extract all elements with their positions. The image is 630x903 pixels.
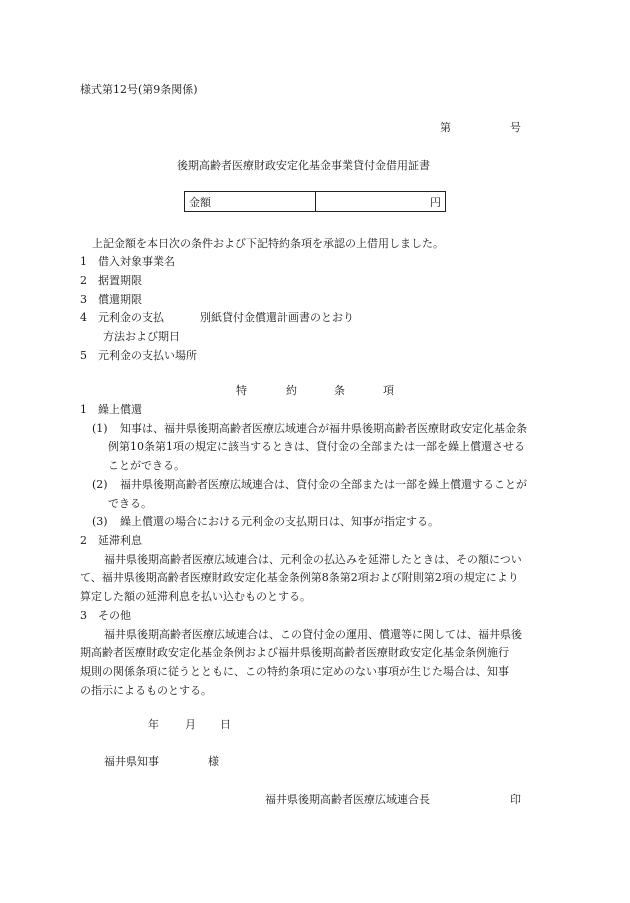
clause-text: 福井県後期高齢者医療広域連合は、元利金の払込みを延滞したときは、その額につい — [104, 553, 522, 566]
addressee-honorific: 様 — [208, 755, 219, 768]
condition-label: 借入対象事業名 — [98, 255, 175, 268]
date-day: 日 — [220, 718, 231, 731]
subclause-text: ことができる。 — [108, 459, 185, 472]
clause-title: その他 — [98, 609, 131, 622]
clause-number: 1 — [80, 403, 87, 416]
heading-char: 特 — [236, 384, 247, 397]
subclause-text: できる。 — [108, 497, 152, 510]
clause-title: 繰上償還 — [98, 403, 142, 416]
clause-text: の指示によるものとする。 — [80, 684, 212, 697]
subclause-number: (2) — [92, 478, 108, 491]
condition-number: 3 — [80, 293, 87, 306]
subclause-text: 例第10条第1項の規定に該当するときは、貸付金の全部または一部を繰上償還させる — [108, 440, 525, 453]
condition-value: 別紙貸付金償還計画書のとおり — [200, 311, 354, 324]
clause-text: て、福井県後期高齢者医療財政安定化基金条例第8条第2項および附則第2項の規定により — [80, 571, 519, 584]
subclause-number: (1) — [92, 422, 108, 435]
clause-text: 算定した額の延滞利息を払い込むものとする。 — [80, 590, 311, 603]
addressee-name: 福井県知事 — [104, 755, 159, 768]
signer-title: 福井県後期高齢者医療広域連合長 — [265, 793, 430, 806]
clause-title: 延滞利息 — [98, 534, 142, 547]
date-year: 年 — [148, 718, 159, 731]
condition-label: 元利金の支払 — [98, 311, 164, 324]
clause-number: 2 — [80, 534, 87, 547]
document-title: 後期高齢者医療財政安定化基金事業貸付金借用証書 — [177, 159, 430, 172]
date-month: 月 — [185, 718, 196, 731]
seal-mark: 印 — [510, 793, 521, 806]
subclause-text: 福井県後期高齢者医療広域連合は、貸付金の全部または一部を繰上償還することが — [120, 478, 527, 491]
heading-char: 約 — [286, 384, 297, 397]
condition-number: 2 — [80, 274, 87, 287]
condition-number: 5 — [80, 349, 87, 362]
condition-label: 元利金の支払い場所 — [98, 349, 197, 362]
form-number: 様式第12号(第9条関係) — [80, 83, 198, 96]
doc-number-prefix: 第 — [440, 121, 451, 134]
condition-label: 据置期限 — [98, 274, 142, 287]
subclause-text: 知事は、福井県後期高齢者医療広域連合が福井県後期高齢者医療財政安定化基金条 — [120, 422, 527, 435]
condition-number: 4 — [80, 311, 87, 324]
condition-label-line2: 方法および期日 — [103, 330, 180, 343]
subclause-text: 繰上償還の場合における元利金の支払期日は、知事が指定する。 — [120, 515, 439, 528]
clause-text: 福井県後期高齢者医療広域連合は、この貸付金の運用、償還等に関しては、福井県後 — [104, 628, 522, 641]
intro-text: 上記金額を本日次の条件および下記特約条項を承認の上借用しました。 — [92, 237, 444, 250]
clause-text: 規則の関係条項に従うとともに、この特約条項に定めのない事項が生じた場合は、知事 — [80, 665, 509, 678]
amount-label: 金額 — [185, 192, 316, 212]
heading-char: 項 — [383, 384, 394, 397]
doc-number-suffix: 号 — [510, 121, 521, 134]
clause-text: 期高齢者医療財政安定化基金条例および福井県後期高齢者医療財政安定化基金条例施行 — [80, 646, 509, 659]
clause-number: 3 — [80, 609, 87, 622]
amount-value-field: 円 — [316, 192, 446, 212]
condition-label: 償還期限 — [98, 293, 142, 306]
condition-number: 1 — [80, 255, 87, 268]
subclause-number: (3) — [92, 515, 108, 528]
heading-char: 条 — [334, 384, 345, 397]
amount-table — [184, 191, 446, 212]
